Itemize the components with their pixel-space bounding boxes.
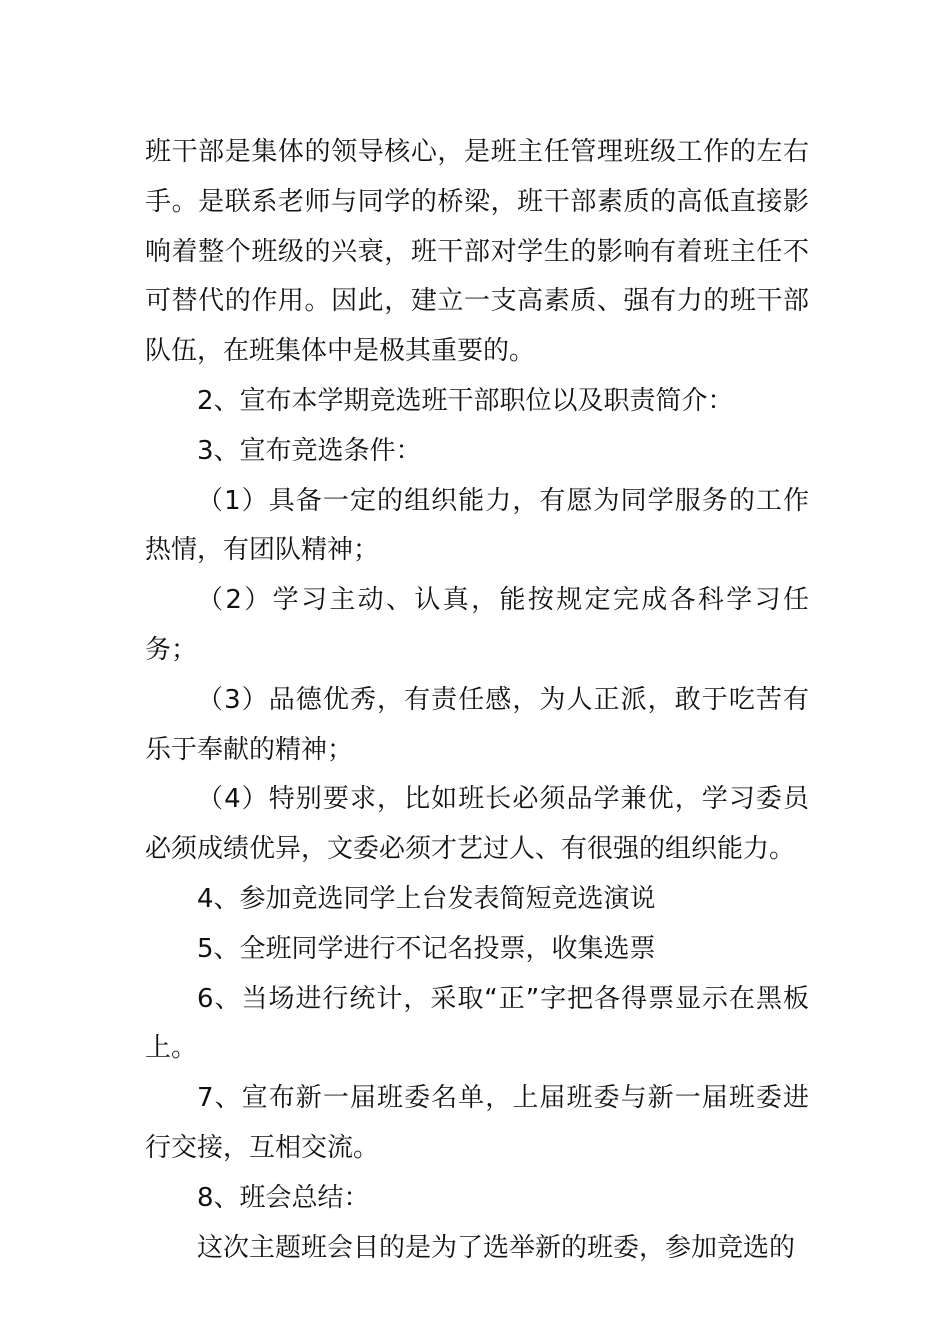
paragraph-step-3: 3、宣布竞选条件： <box>197 435 422 466</box>
paragraph-condition-2: （2）学习主动、认真，能按规定完成各科学习任务； <box>145 585 809 665</box>
paragraph-summary: 这次主题班会目的是为了选举新的班委，参加竞选的 <box>197 1232 796 1263</box>
paragraph-step-6: 6、当场进行统计，采取“正”字把各得票显示在黑板上。 <box>145 983 809 1064</box>
paragraph-condition-3: （3）品德优秀，有责任感，为人正派，敢于吃苦有乐于奉献的精神； <box>145 684 809 765</box>
paragraph-condition-1: （1）具备一定的组织能力，有愿为同学服务的工作热情，有团队精神； <box>145 485 809 566</box>
document-body <box>145 128 809 1273</box>
paragraph-condition-4: （4）特别要求，比如班长必须品学兼优，学习委员必须成绩优异，文委必须才艺过人、有很强的组织能力。 <box>145 784 809 865</box>
paragraph-step-4: 4、参加竞选同学上台发表简短竞选演说 <box>197 883 656 914</box>
paragraph-step-5: 5、全班同学进行不记名投票，收集选票 <box>197 933 656 964</box>
paragraph-step-7: 7、宣布新一届班委名单，上届班委与新一届班委进行交接，互相交流。 <box>145 1083 809 1163</box>
paragraph-class-leaders-role: 班干部是集体的领导核心，是班主任管理班级工作的左右手。是联系老师与同学的桥梁，班干部素质的高低直接影响着整个班级的兴衰，班干部对学生的影响有着班主任不可替代的作用。因此，建立一支高素质、强有力的班干部队伍，在班集体中是极其重要的。 <box>145 137 809 367</box>
paragraph-step-8: 8、班会总结： <box>197 1182 370 1213</box>
paragraph-step-2: 2、宣布本学期竞选班干部职位以及职责简介： <box>197 385 734 416</box>
